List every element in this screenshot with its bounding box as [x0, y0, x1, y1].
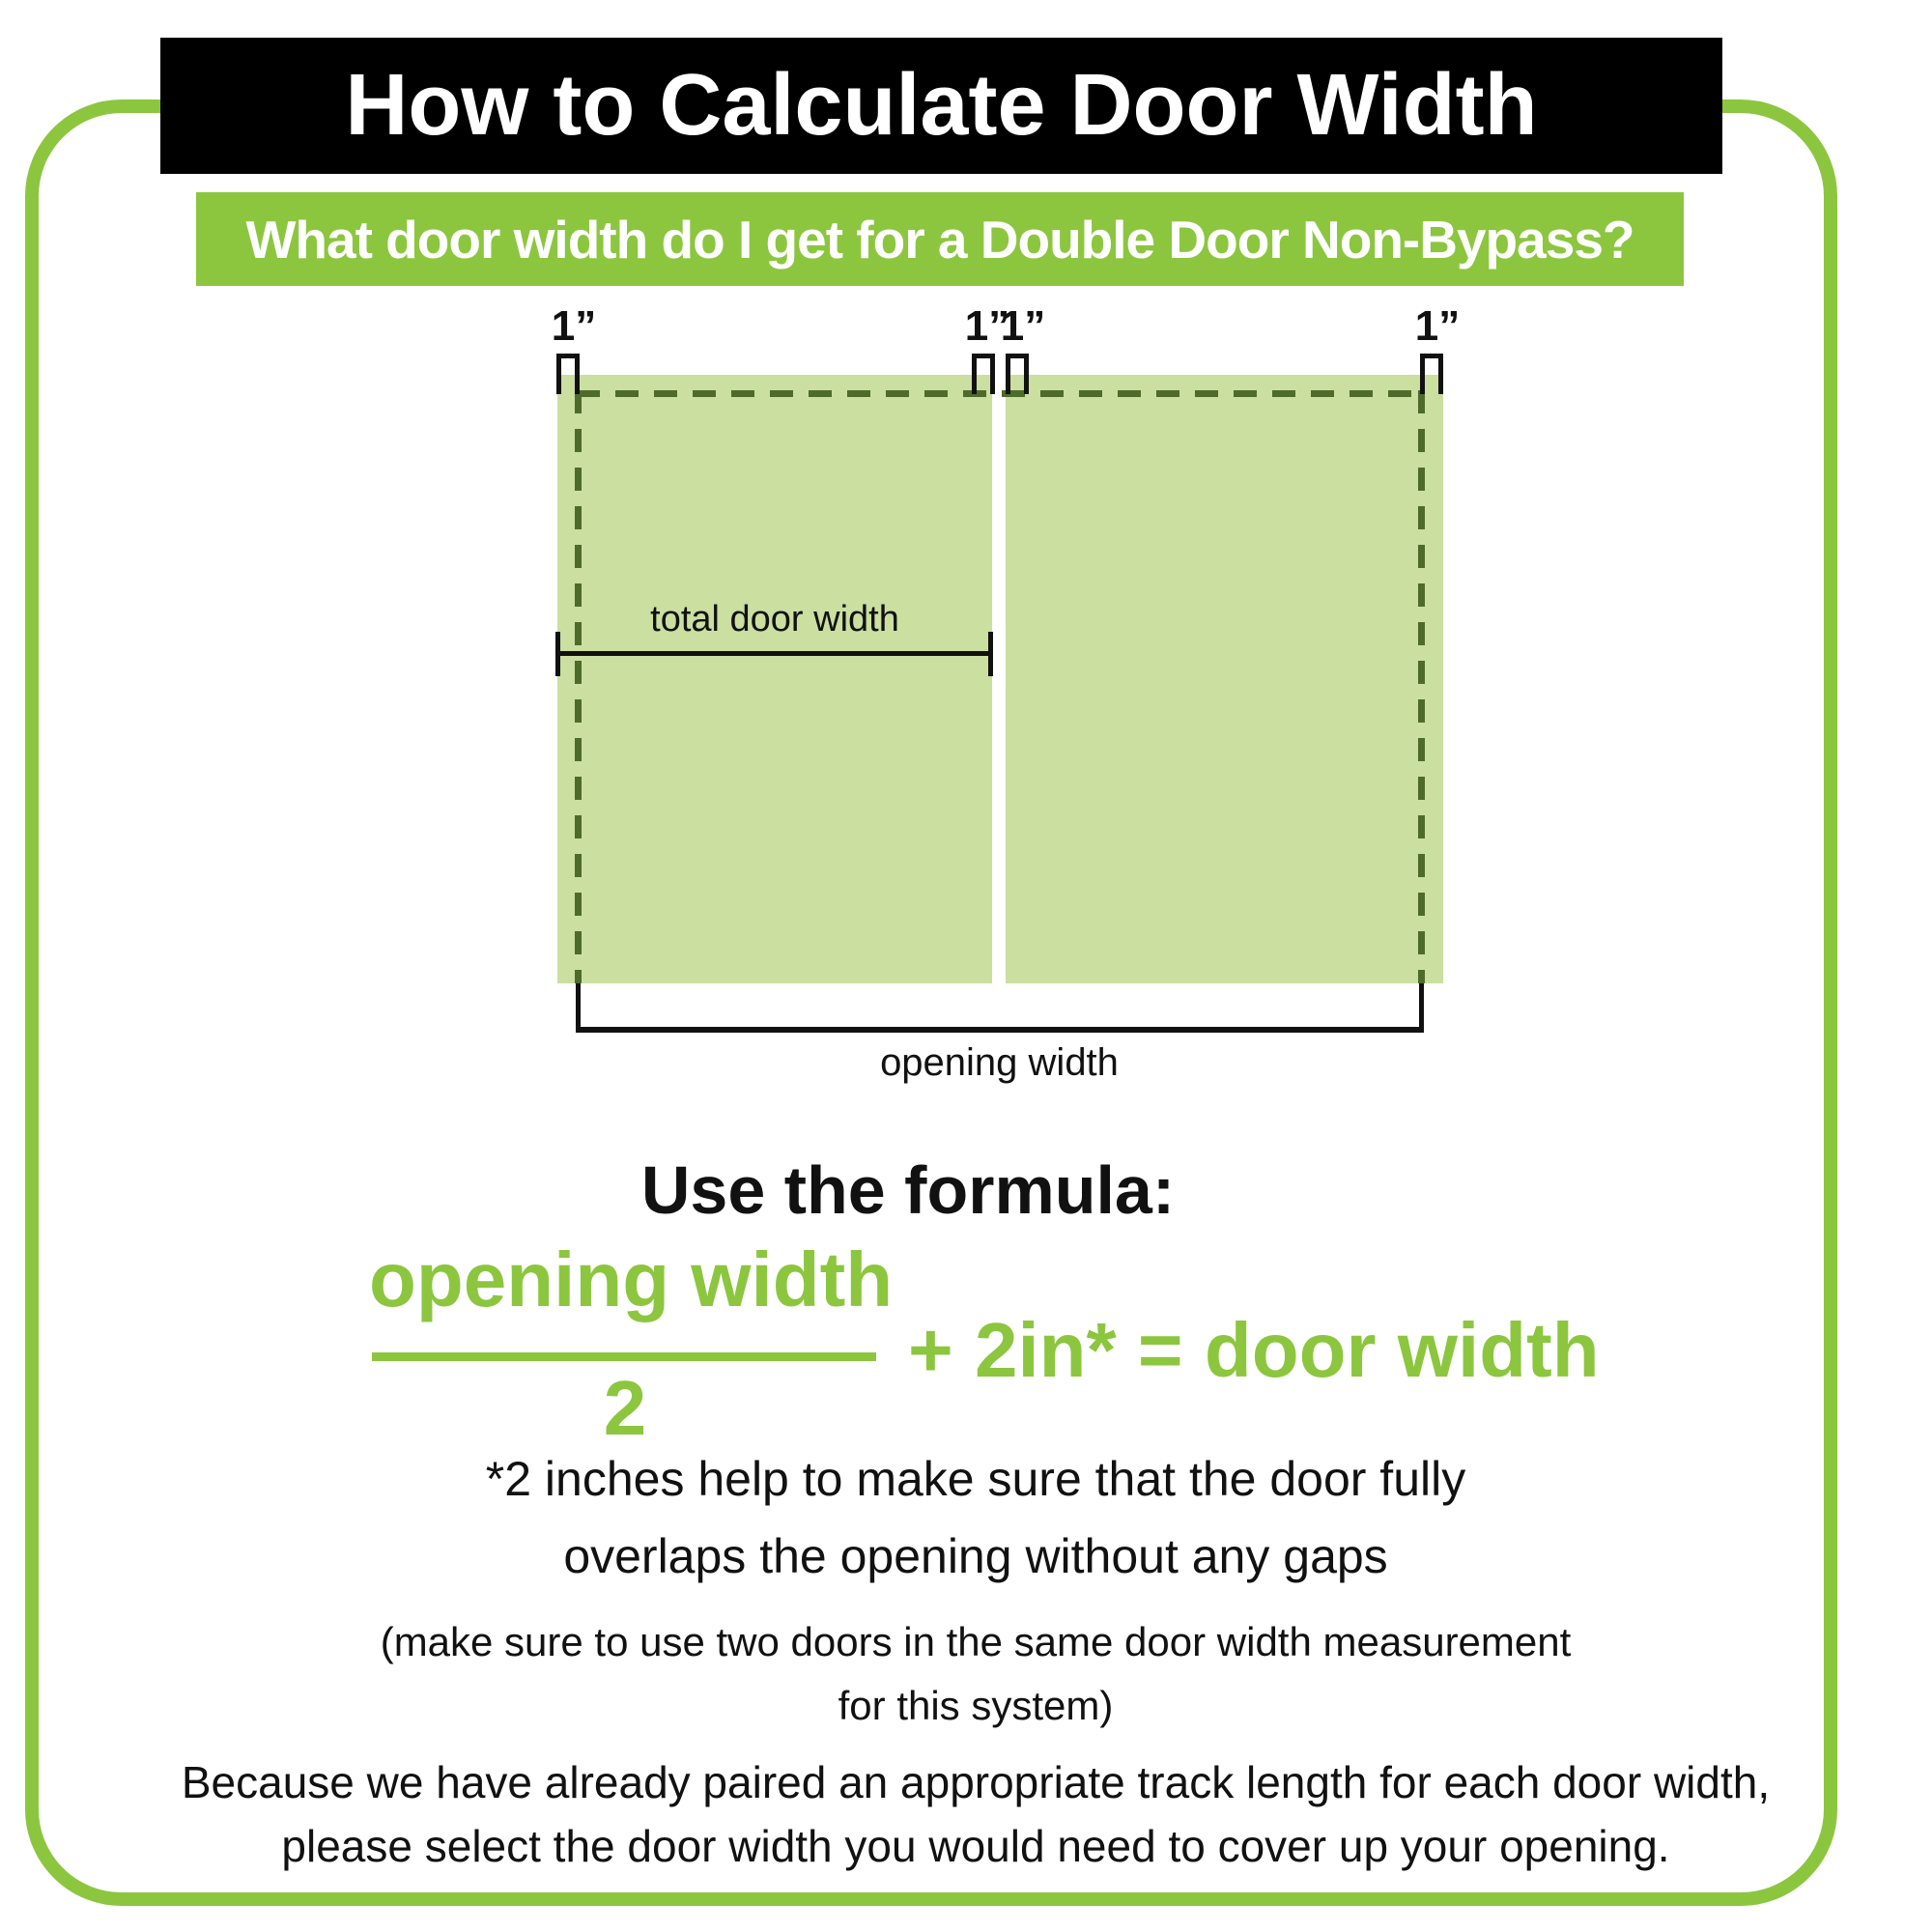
one-inch-marker-left — [556, 354, 580, 394]
opening-outline-top — [577, 390, 1425, 397]
formula-fraction-bar — [372, 1352, 876, 1361]
opening-outline-right — [1418, 390, 1425, 983]
opening-outline-left — [575, 390, 582, 983]
opening-width-bracket-left — [576, 983, 581, 1033]
question-banner — [196, 192, 1684, 286]
one-inch-marker-center-left — [972, 354, 995, 394]
one-inch-label-center-right: 1” — [1000, 302, 1046, 350]
closing-line-2: please select the door width you would need to cover up your opening. — [281, 1821, 1670, 1871]
formula-heading: Use the formula: — [640, 1152, 1176, 1228]
title-banner — [160, 38, 1722, 174]
left-door-panel — [557, 375, 992, 983]
parenthetical-line-2: for this system) — [838, 1683, 1114, 1728]
right-door-panel — [1006, 375, 1443, 983]
closing-line-1: Because we have already paired an appropriate track length for each door width, — [181, 1757, 1771, 1807]
total-door-width-label: total door width — [650, 599, 899, 639]
total-door-width-tick-right — [988, 632, 993, 676]
parenthetical-line-1: (make sure to use two doors in the same door width measurement — [380, 1619, 1572, 1664]
formula-numerator: opening width — [369, 1236, 894, 1322]
footnote-line-2: overlaps the opening without any gaps — [563, 1529, 1388, 1583]
opening-width-bracket-bottom — [576, 1027, 1424, 1033]
total-door-width-tick-left — [555, 632, 560, 676]
total-door-width-line — [557, 651, 992, 656]
page-title: How to Calculate Door Width — [345, 57, 1538, 154]
one-inch-marker-center-right — [1006, 354, 1029, 394]
footnote-line-1: *2 inches help to make sure that the door fully — [485, 1452, 1466, 1506]
formula-tail: + 2in* = door width — [908, 1307, 1600, 1393]
opening-width-bracket-right — [1419, 983, 1424, 1033]
one-inch-marker-right — [1420, 354, 1443, 394]
one-inch-label-center-left: 1” — [964, 302, 1010, 350]
question-banner-text: What door width do I get for a Double Door Non-Bypass? — [245, 209, 1634, 270]
opening-width-label: opening width — [880, 1041, 1119, 1084]
formula-denominator: 2 — [603, 1365, 647, 1451]
one-inch-label-right: 1” — [1414, 302, 1461, 350]
one-inch-label-left: 1” — [551, 302, 597, 350]
